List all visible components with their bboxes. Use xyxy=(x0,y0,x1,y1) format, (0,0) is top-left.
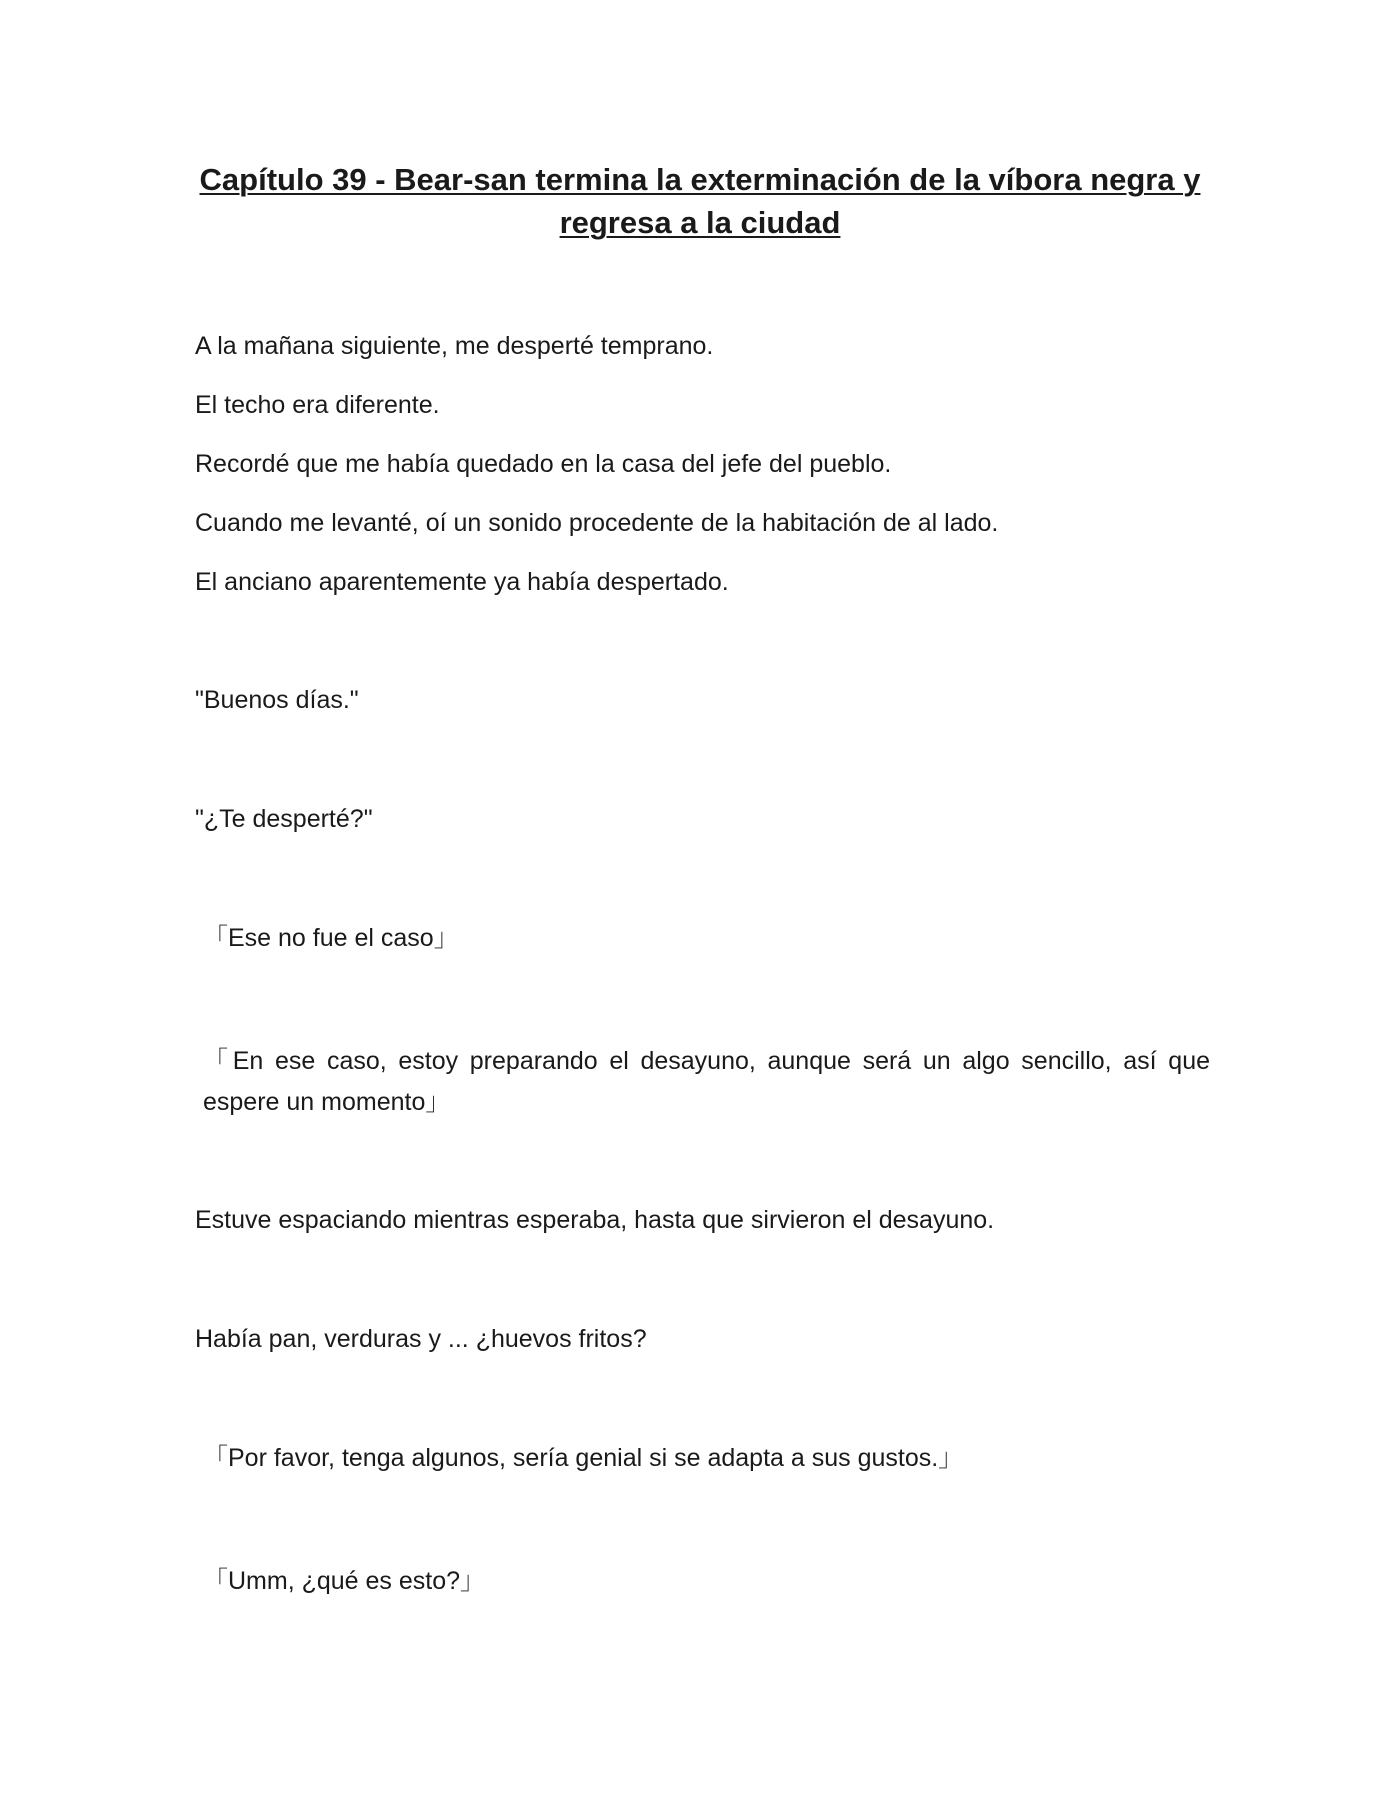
chapter-title: Capítulo 39 - Bear-san termina la exterminación de la víbora negra y regresa a la ciudad xyxy=(199,162,1201,240)
dialogue-3: 「Ese no fue el caso」 xyxy=(203,924,459,952)
dialogue-4: 「En ese caso, estoy preparando el desayuno, aunque será un algo sencillo, así que espere un momento」 xyxy=(203,1047,1210,1116)
paragraph-4: Cuando me levanté, oí un sonido procedente de la habitación de al lado. xyxy=(195,509,999,537)
paragraph-3: Recordé que me había quedado en la casa del jefe del pueblo. xyxy=(195,450,892,478)
paragraph-7: Había pan, verduras y ... ¿huevos fritos? xyxy=(195,1325,647,1353)
dialogue-2: "¿Te desperté?" xyxy=(195,805,373,833)
paragraph-5: El anciano aparentemente ya había despertado. xyxy=(195,568,729,596)
paragraph-2: El techo era diferente. xyxy=(195,391,440,419)
dialogue-1: "Buenos días." xyxy=(195,686,359,714)
dialogue-5: 「Por favor, tenga algunos, sería genial si se adapta a sus gustos.」 xyxy=(203,1444,964,1472)
dialogue-6: 「Umm, ¿qué es esto?」 xyxy=(203,1567,486,1595)
paragraph-6: Estuve espaciando mientras esperaba, hasta que sirvieron el desayuno. xyxy=(195,1206,995,1234)
paragraph-1: A la mañana siguiente, me desperté temprano. xyxy=(195,332,714,360)
